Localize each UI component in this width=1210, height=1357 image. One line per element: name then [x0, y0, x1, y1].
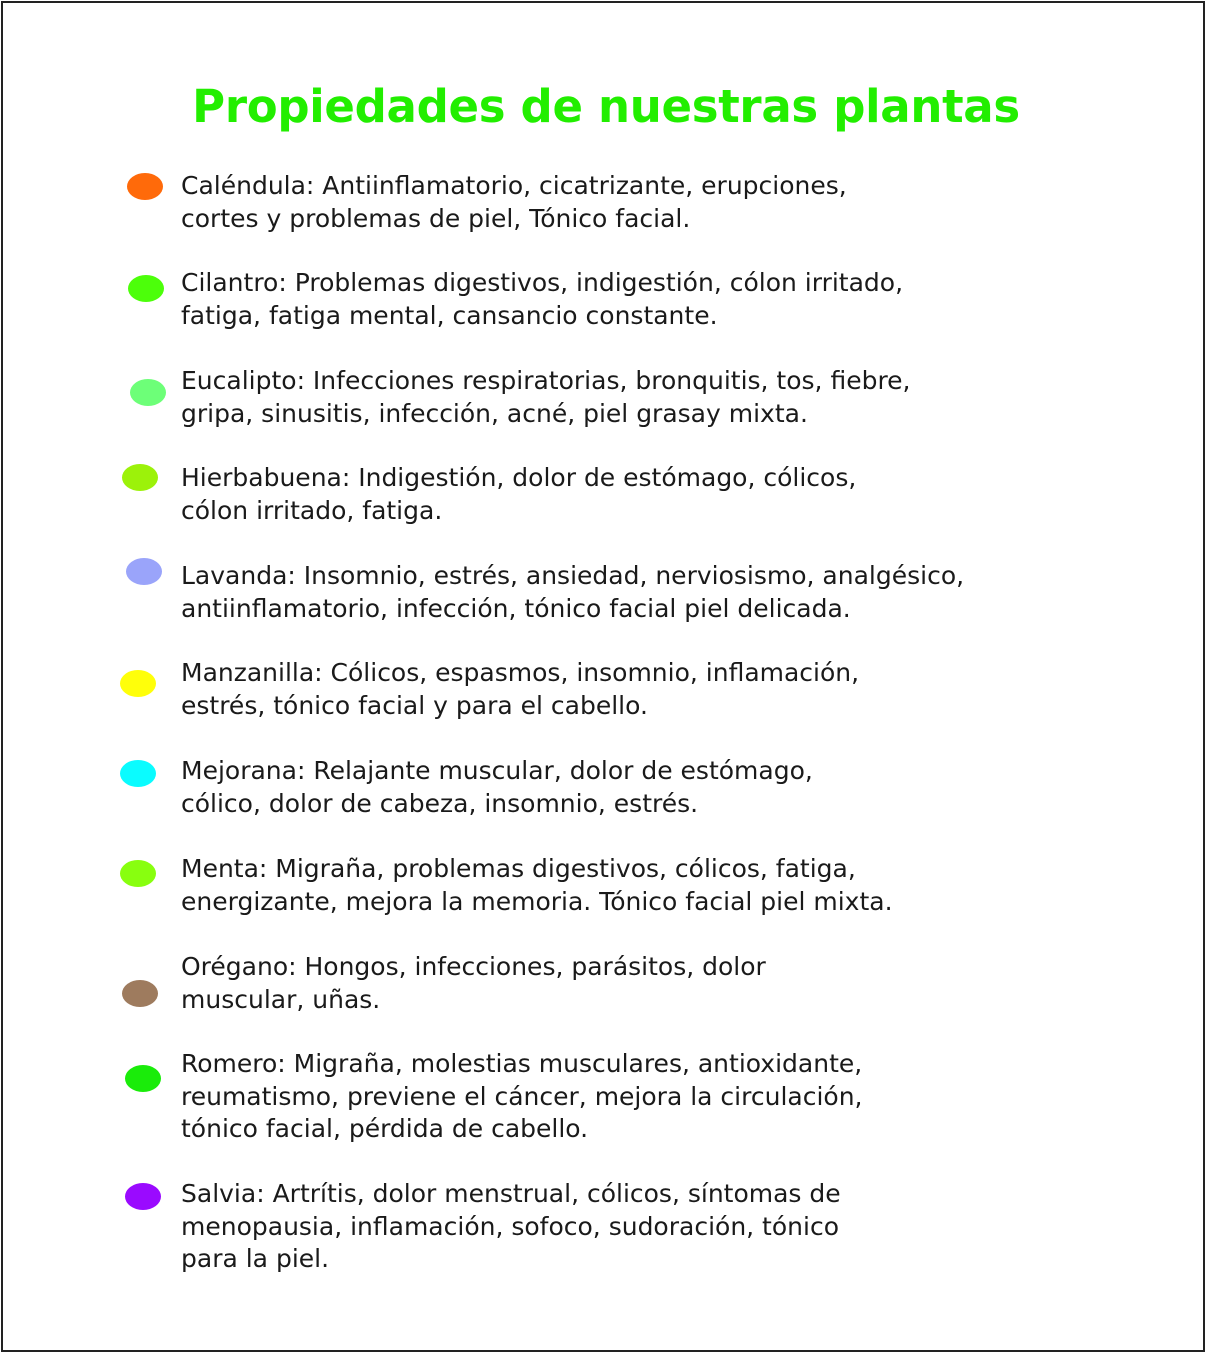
bullet-dot-icon: [122, 464, 158, 491]
plant-description: Menta: Migraña, problemas digestivos, cólicos, fatiga, energizante, mejora la memoria. Tónico facial piel mixta.: [181, 854, 893, 916]
plant-description: Hierbabuena: Indigestión, dolor de estómago, cólicos, cólon irritado, fatiga.: [181, 463, 857, 525]
bullet-dot-icon: [125, 1065, 161, 1092]
bullet-dot-icon: [122, 980, 158, 1007]
bullet-dot-icon: [128, 275, 164, 302]
bullet-dot-icon: [126, 558, 162, 585]
plant-description: Manzanilla: Cólicos, espasmos, insomnio, inflamación, estrés, tónico facial y para el cabello.: [181, 658, 860, 720]
plant-list: [3, 3, 1209, 1353]
plant-description: Romero: Migraña, molestias musculares, antioxidante, reumatismo, previene el cáncer, mejora la circulación, tónico facial, pérdida de cabello.: [181, 1049, 863, 1143]
plant-description: Orégano: Hongos, infecciones, parásitos, dolor muscular, uñas.: [181, 952, 766, 1014]
bullet-dot-icon: [130, 379, 166, 406]
plant-description: Mejorana: Relajante muscular, dolor de estómago, cólico, dolor de cabeza, insomnio, estrés.: [181, 756, 813, 818]
bullet-dot-icon: [120, 760, 156, 787]
bullet-dot-icon: [120, 670, 156, 697]
bullet-dot-icon: [127, 173, 163, 200]
document-frame: [1, 1, 1205, 1352]
plant-description: Eucalipto: Infecciones respiratorias, bronquitis, tos, fiebre, gripa, sinusitis, infección, acné, piel grasay mixta.: [181, 366, 911, 428]
page-title: Propiedades de nuestras plantas: [192, 80, 1020, 133]
plant-description: Caléndula: Antiinflamatorio, cicatrizante, erupciones, cortes y problemas de piel, Tónico facial.: [181, 171, 847, 233]
bullet-dot-icon: [125, 1183, 161, 1210]
bullet-dot-icon: [120, 860, 156, 887]
plant-description: Salvia: Artrítis, dolor menstrual, cólicos, síntomas de menopausia, inflamación, sofoco, sudoración, tónico para la piel.: [181, 1179, 841, 1273]
plant-description: Cilantro: Problemas digestivos, indigestión, cólon irritado, fatiga, fatiga mental, cansancio constante.: [181, 268, 904, 330]
plant-description: Lavanda: Insomnio, estrés, ansiedad, nerviosismo, analgésico, antiinflamatorio, infección, tónico facial piel delicada.: [181, 561, 965, 623]
